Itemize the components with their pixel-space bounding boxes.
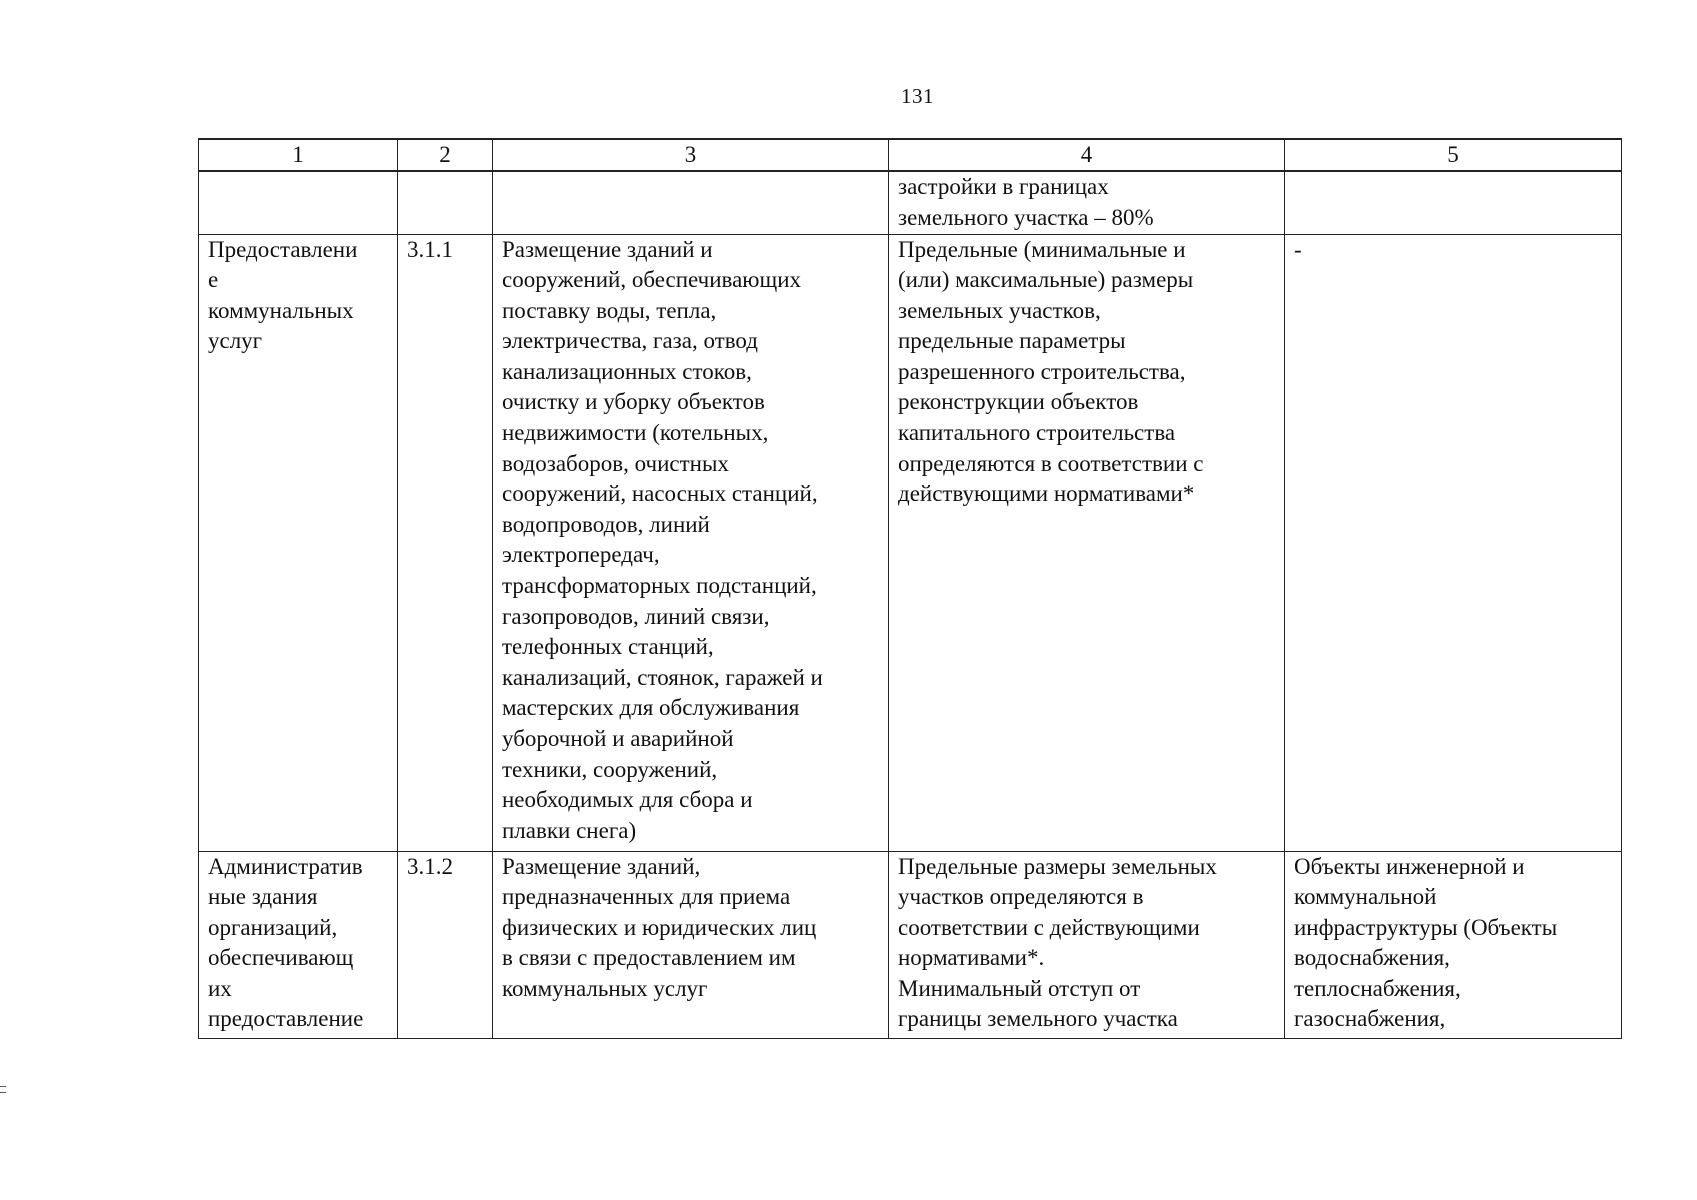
cell-parameters (889, 171, 1285, 234)
cell-text-line: физических и юридических лиц (502, 914, 817, 940)
column-header-4: 4 (889, 139, 1285, 171)
column-header-5: 5 (1285, 139, 1622, 171)
cell-text-line: капитального строительства (898, 420, 1176, 446)
cell-text-line: земельных участков, (898, 297, 1101, 323)
cell-text-line: Административ (208, 853, 363, 879)
cell-text-line: газоснабжения, (1294, 1006, 1446, 1032)
column-header-1: 1 (199, 139, 398, 171)
cell-parameters (889, 234, 1285, 851)
column-header-3: 3 (493, 139, 889, 171)
cell-land-use-name (199, 851, 398, 1038)
cell-text-line: участков определяются в (898, 884, 1144, 910)
column-header-2: 2 (398, 139, 493, 171)
cell-land-use-name (199, 171, 398, 234)
cell-text-line: разрешенного строительства, (898, 358, 1186, 384)
cell-text-line: очистку и уборку объектов (502, 389, 765, 415)
cell-text-line: канализаций, стоянок, гаражей и (502, 664, 823, 690)
table-row-administrative-buildings (199, 851, 1622, 1038)
cell-text-line: реконструкции объектов (898, 389, 1139, 415)
cell-text-line: Размещение зданий, (502, 853, 701, 879)
cell-text-line: водоснабжения, (1294, 945, 1450, 971)
cell-text-line: 3.1.2 (407, 853, 453, 879)
cell-land-use-name (199, 234, 398, 851)
cell-text-line: в связи с предоставлением им (502, 945, 796, 971)
cell-description (493, 851, 889, 1038)
cell-text-line: - (1294, 236, 1302, 262)
cell-text-line: уборочной и аварийной (502, 726, 734, 751)
cell-text-line: Минимальный отступ от (898, 975, 1141, 1001)
cell-text-line: определяются в соответствии с (898, 450, 1204, 476)
table-row-continuation (199, 171, 1622, 234)
cell-related-objects (1285, 851, 1622, 1038)
cell-text-line: ные здания (208, 884, 318, 910)
cell-text-line: плавки снега) (502, 817, 637, 843)
cell-text-line: Размещение зданий и (502, 236, 713, 262)
cell-text-line: границы земельного участка (898, 1006, 1178, 1032)
cell-text-line: недвижимости (котельных, (502, 420, 769, 446)
cell-text-line: Предоставлени (208, 236, 358, 262)
cell-text-line: водозаборов, очистных (502, 450, 729, 476)
cell-text-line: мастерских для обслуживания (502, 695, 800, 721)
cell-text-line: е (208, 267, 219, 293)
cell-text-line: поставку воды, тепла, (502, 297, 717, 323)
cell-related-objects (1285, 234, 1622, 851)
cell-text-line: обеспечивающ (208, 945, 354, 971)
cell-text-line: Предельные размеры земельных (898, 853, 1217, 879)
scan-edge-mark (0, 1086, 6, 1093)
cell-text-line: 3.1.1 (407, 236, 453, 262)
cell-related-objects (1285, 171, 1622, 234)
cell-text-line: коммунальных услуг (502, 975, 708, 1001)
cell-parameters (889, 851, 1285, 1038)
cell-text-line: водопроводов, линий (502, 511, 710, 537)
cell-text-line: услуг (208, 328, 263, 354)
cell-text-line: инфраструктуры (Объекты (1294, 914, 1558, 940)
cell-text-line: техники, сооружений, (502, 756, 718, 782)
cell-text-line: застройки в границах (898, 174, 1109, 199)
cell-text-line: теплоснабжения, (1294, 975, 1461, 1001)
cell-text-line: коммунальной (1294, 884, 1437, 910)
cell-text-line: электричества, газа, отвод (502, 328, 758, 354)
cell-text-line: земельного участка – 80% (898, 204, 1154, 230)
cell-text-line: соответствии с действующими (898, 914, 1200, 940)
cell-text-line: канализационных стоков, (502, 358, 752, 384)
cell-code (398, 171, 493, 234)
table-row-utility-services (199, 234, 1622, 851)
cell-text-line: (или) максимальные) размеры (898, 267, 1194, 293)
zoning-table (198, 138, 1622, 1039)
cell-text-line: сооружений, обеспечивающих (502, 267, 801, 293)
cell-text-line: Объекты инженерной и (1294, 853, 1525, 879)
cell-code (398, 234, 493, 851)
cell-text-line: действующими нормативами* (898, 481, 1195, 507)
cell-text-line: их (208, 975, 232, 1001)
cell-code (398, 851, 493, 1038)
cell-text-line: электропередач, (502, 542, 660, 568)
cell-text-line: телефонных станций, (502, 634, 714, 660)
cell-text-line: предназначенных для приема (502, 884, 791, 910)
cell-text-line: предоставление (208, 1006, 364, 1032)
cell-text-line: Предельные (минимальные и (898, 236, 1186, 262)
cell-text-line: коммунальных (208, 297, 354, 323)
cell-text-line: сооружений, насосных станций, (502, 481, 818, 507)
cell-text-line: организаций, (208, 914, 338, 940)
cell-text-line: предельные параметры (898, 328, 1126, 354)
cell-text-line: трансформаторных подстанций, (502, 573, 817, 599)
page-number: 131 (901, 84, 934, 108)
cell-description (493, 234, 889, 851)
table-header-row (199, 139, 1622, 171)
cell-text-line: газопроводов, линий связи, (502, 603, 770, 629)
cell-text-line: необходимых для сбора и (502, 787, 753, 813)
cell-description (493, 171, 889, 234)
cell-text-line: нормативами*. (898, 945, 1045, 971)
